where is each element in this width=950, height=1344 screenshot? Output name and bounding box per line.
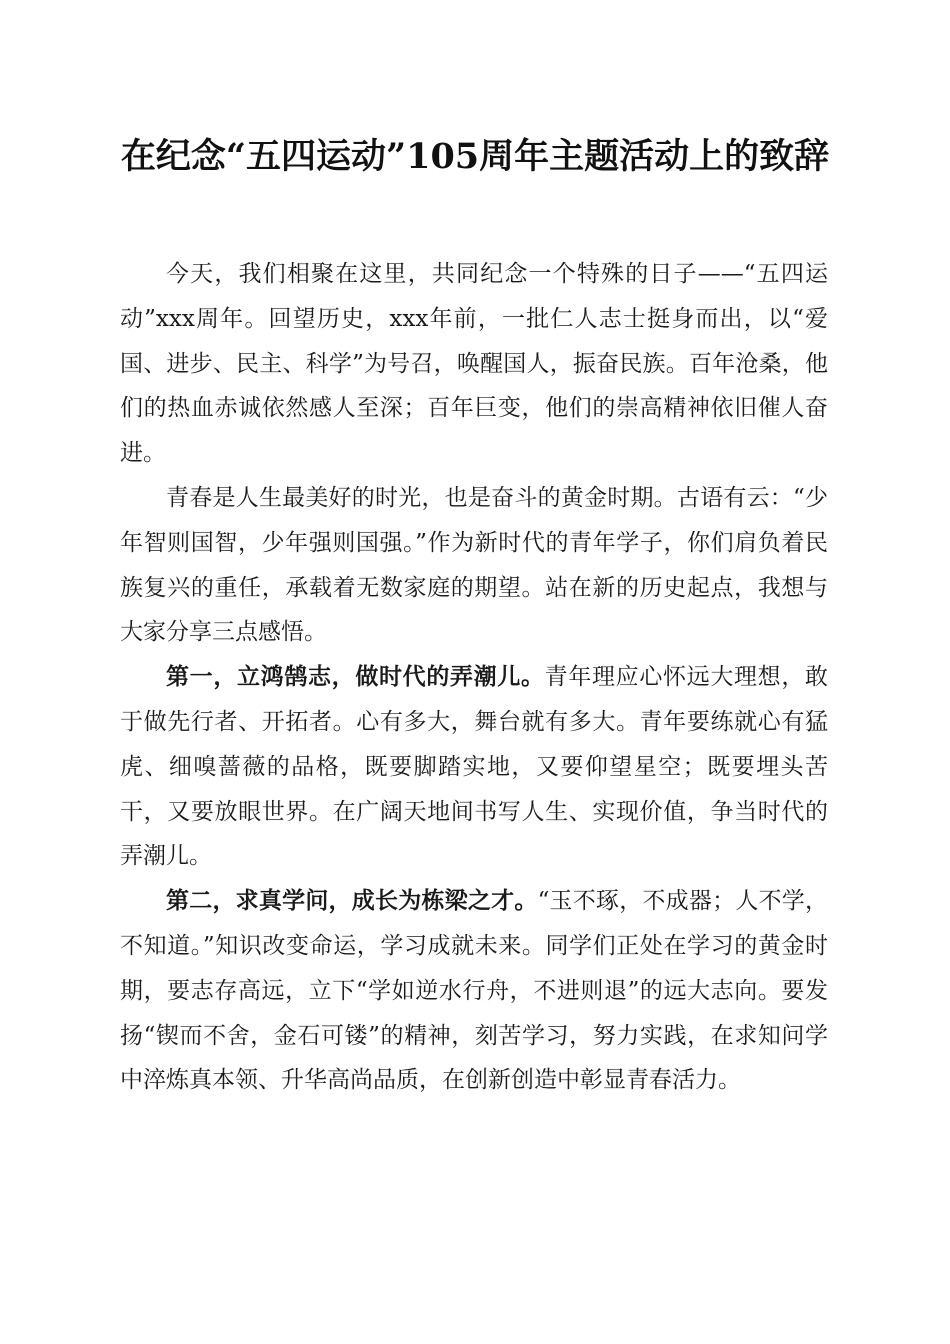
paragraph-2 [120,476,828,655]
paragraph-1 [120,252,828,476]
paragraph-3 [120,655,828,879]
document-body [120,252,828,1103]
paragraph-3-text: 青年理应心怀远大理想，敢于做先行者、开拓者。心有多大，舞台就有多大。青年要练就心有猛虎、细嗅蔷薇的品格，既要脚踏实地，又要仰望星空；既要埋头苦干，又要放眼世界。在广阔天地间书写人生、实现价值，争当时代的弄潮儿。 [120,664,829,870]
document-title: 在纪念“五四运动”105周年主题活动上的致辞 [120,136,830,177]
paragraph-1-text: 今天，我们相聚在这里，共同纪念一个特殊的日子——“五四运动”xxx周年。回望历史，xxx年前，一批仁人志士挺身而出，以“爱国、进步、民主、科学”为号召，唤醒国人，振奋民族。百年沧桑，他们的热血赤诚依然感人至深；百年巨变，他们的崇高精神依旧催人奋进。 [120,261,828,467]
paragraph-4 [120,879,828,1103]
paragraph-4-lead: 第二，求真学问，成长为栋梁之才。 [166,887,538,915]
paragraph-2-text: 青春是人生最美好的时光，也是奋斗的黄金时期。古语有云：“少年智则国智，少年强则国强。”作为新时代的青年学子，你们肩负着民族复兴的重任，承载着无数家庭的期望。站在新的历史起点，我想与大家分享三点感悟。 [120,484,828,646]
paragraph-4-text: “玉不琢，不成器；人不学，不知道。”知识改变命运，学习成就未来。同学们正处在学习的黄金时期，要志存高远，立下“学如逆水行舟，不进则退”的远大志向。要发扬“锲而不舍，金石可镂”的精神，刻苦学习，努力实践，在求知问学中淬炼真本领、升华高尚品质，在创新创造中彰显青春活力。 [120,888,828,1094]
paragraph-3-lead: 第一，立鸿鹄志，做时代的弄潮儿。 [166,663,545,691]
